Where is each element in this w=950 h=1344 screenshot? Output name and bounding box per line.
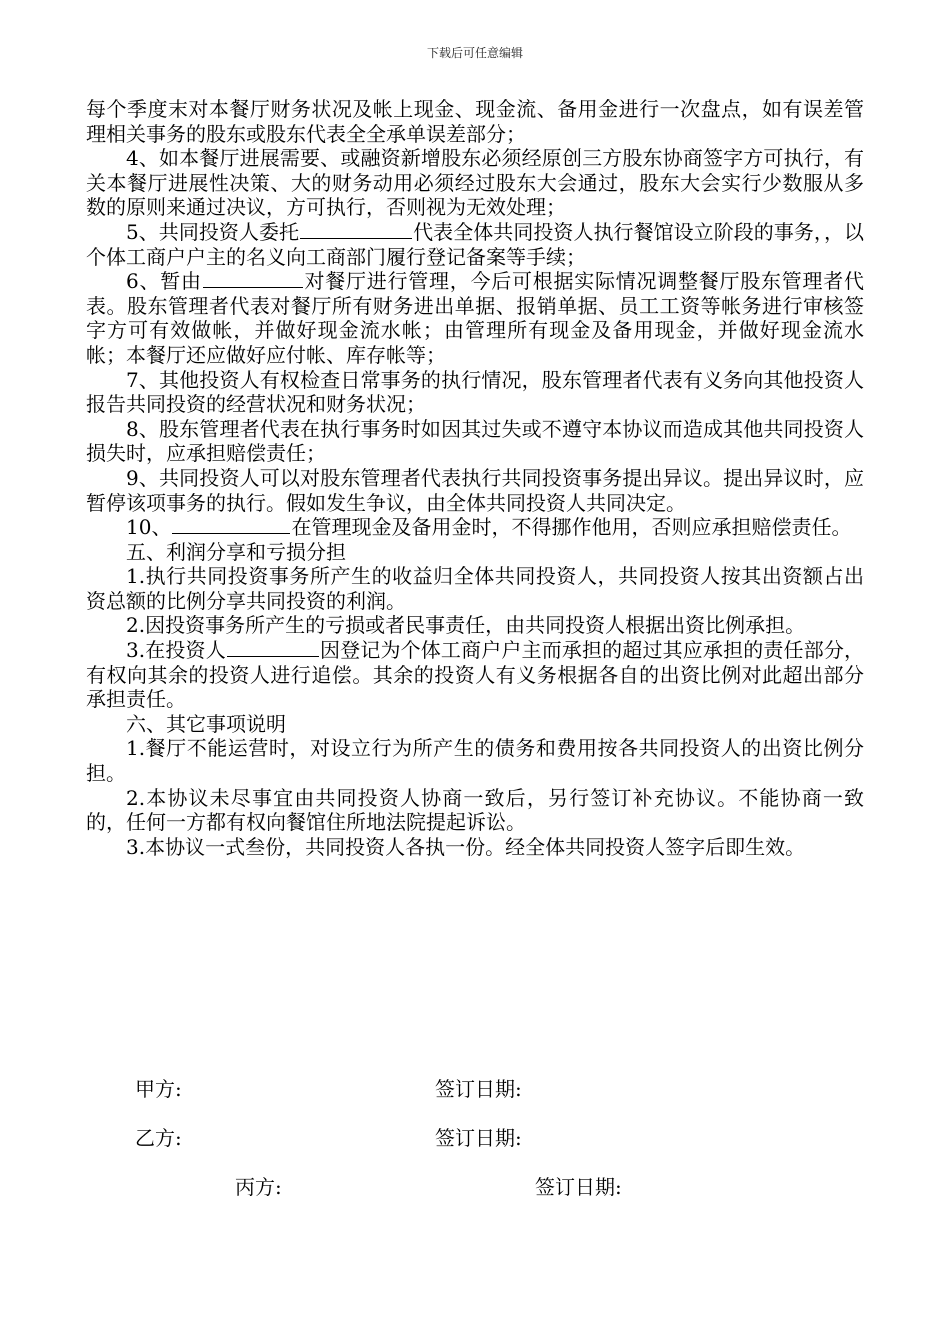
delegate-name-blank[interactable] — [300, 220, 412, 239]
clause-10-rest: 在管理现金及备用金时，不得挪作他用，否则应承担赔偿责任。 — [291, 515, 852, 540]
paragraph-other-3: 3.本协议一式叁份，共同投资人各执一份。经全体共同投资人签字后即生效。 — [126, 834, 806, 859]
paragraph-clause-6 — [86, 269, 864, 367]
cash-manager-blank[interactable] — [172, 515, 290, 534]
party-b-label: 乙方: — [135, 1126, 182, 1150]
section-heading-other: 六、其它事项说明 — [126, 711, 286, 736]
party-c-label: 丙方: — [235, 1175, 282, 1199]
paragraph-profit-1: 1.执行共同投资事务所产生的收益归全体共同投资人，共同投资人按其出资额占出资总额的比例分享共同投资的利润。 — [86, 564, 864, 613]
paragraph-clause-9: 9、共同投资人可以对股东管理者代表执行共同投资事务提出异议。提出异议时，应暂停该项事务的执行。假如发生争议，由全体共同投资人共同决定。 — [86, 465, 864, 515]
page-header: 下载后可任意编辑 — [426, 46, 523, 60]
paragraph-clause-10 — [86, 515, 864, 540]
section-heading-profit: 五、利润分享和亏损分担 — [126, 539, 346, 564]
registrant-name-blank[interactable] — [227, 638, 319, 657]
profit-3-lead: 3.在投资人 — [126, 638, 226, 663]
clause-6-lead: 6、暂由 — [126, 269, 202, 294]
clause-10-lead: 10、 — [126, 515, 172, 540]
paragraph-clause-5 — [86, 220, 864, 269]
manager-name-blank[interactable] — [203, 269, 303, 288]
party-c-date-label: 签订日期: — [535, 1175, 622, 1199]
paragraph-quarterly-audit: 每个季度末对本餐厅财务状况及帐上现金、现金流、备用金进行一次盘点，如有误差管理相关事务的股东或股东代表全全承单误差部分； — [86, 97, 864, 146]
contract-body — [86, 97, 864, 859]
clause-6-rest: 对餐厅进行管理，今后可根据实际情况调整餐厅股东管理者代表。股东管理者代表对餐厅所有财务进出单据、报销单据、员工工资等帐务进行审核签字方可有效做帐，并做好现金流水帐；由管理所有现金及备用现金，并做好现金流水帐；本餐厅还应做好应付帐、库存帐等； — [86, 269, 864, 367]
paragraph-profit-2: 2.因投资事务所产生的亏损或者民事责任，由共同投资人根据出资比例承担。 — [126, 613, 806, 638]
party-b-date-label: 签订日期: — [435, 1126, 522, 1150]
paragraph-other-2: 2.本协议未尽事宜由共同投资人协商一致后，另行签订补充协议。不能协商一致的，任何一方都有权向餐馆住所地法院提起诉讼。 — [86, 785, 864, 835]
paragraph-clause-4: 4、如本餐厅进展需要、或融资新增股东必须经原创三方股东协商签字方可执行，有关本餐厅进展性决策、大的财务动用必须经过股东大会通过，股东大会实行少数服从多数的原则来通过决议，方可执行，否则视为无效处理； — [86, 146, 864, 220]
paragraph-clause-7: 7、其他投资人有权检查日常事务的执行情况，股东管理者代表有义务向其他投资人报告共同投资的经营状况和财务状况； — [86, 367, 864, 417]
paragraph-profit-3 — [86, 638, 864, 712]
party-a-date-label: 签订日期: — [435, 1077, 522, 1101]
clause-5-rest: 代表全体共同投资人执行餐馆设立阶段的事务，，以个体工商户户主的名义向工商部门履行登记备案等手续； — [86, 219, 865, 269]
profit-3-rest: 因登记为个体工商户户主而承担的超过其应承担的责任部分，有权向其余的投资人进行追偿。其余的投资人有义务根据各自的出资比例对此超出部分承担责任。 — [86, 638, 864, 712]
clause-5-lead: 5、共同投资人委托 — [126, 219, 300, 244]
paragraph-other-1: 1.餐厅不能运营时，对设立行为所产生的债务和费用按各共同投资人的出资比例分担。 — [86, 736, 864, 786]
party-a-label: 甲方: — [135, 1077, 182, 1101]
paragraph-clause-8: 8、股东管理者代表在执行事务时如因其过失或不遵守本协议而造成其他共同投资人损失时，应承担赔偿责任； — [86, 416, 864, 466]
